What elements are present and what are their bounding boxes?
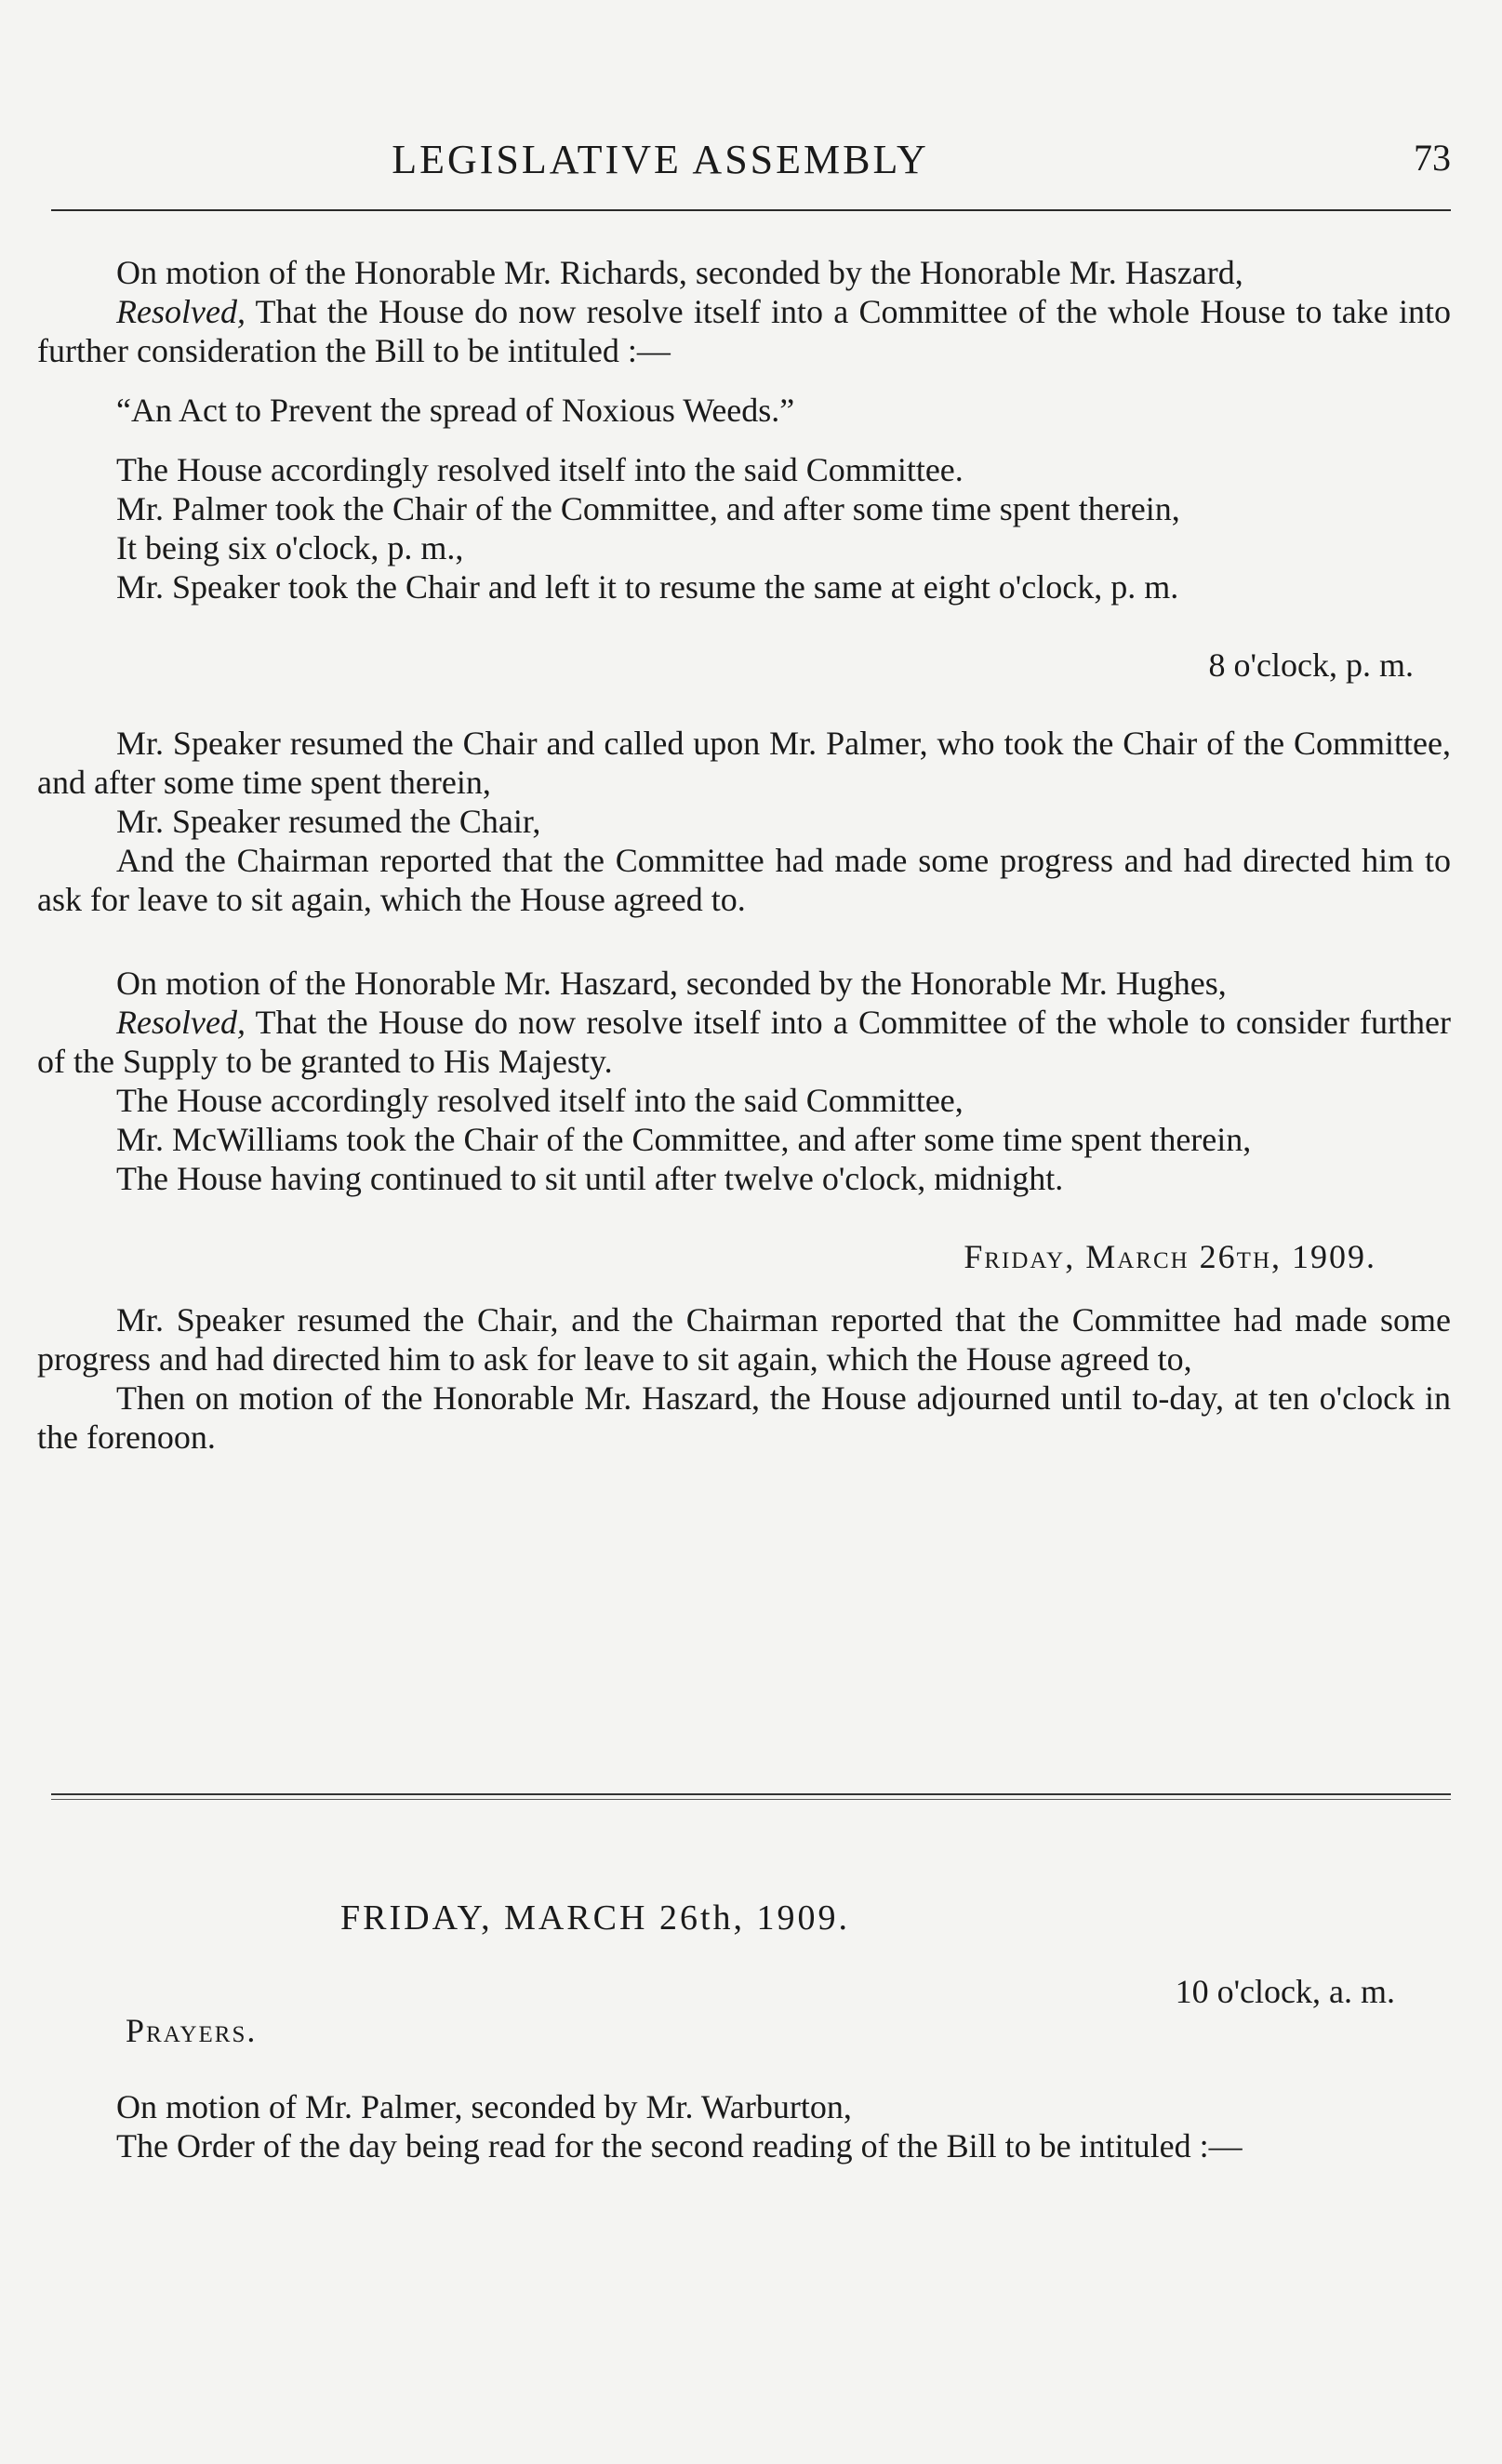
section-date-heading: FRIDAY, MARCH 26th, 1909. (340, 1898, 850, 1938)
resolved-word: Resolved, (116, 293, 246, 330)
section-evening-sitting (37, 253, 1451, 1457)
paragraph: Mr. Speaker took the Chair and left it to resume the same at eight o'clock, p. m. (116, 568, 1179, 606)
paragraph: It being six o'clock, p. m., (116, 529, 464, 566)
page-number: 73 (1414, 137, 1451, 179)
running-title: LEGISLATIVE ASSEMBLY (392, 137, 929, 182)
section-morning-sitting (37, 1972, 1451, 2165)
paragraph: Mr. McWilliams took the Chair of the Committee, and after some time spent therein, (116, 1121, 1252, 1158)
paragraph: Mr. Speaker resumed the Chair and called upon Mr. Palmer, who took the Chair of the Committee, and after some time spent therein, (37, 725, 1451, 801)
resolved-word: Resolved, (116, 1004, 246, 1041)
paragraph: Mr. Speaker resumed the Chair, (116, 803, 541, 840)
paragraph: And the Chairman reported that the Committee had made some progress and had directed him to ask for leave to sit again, which the House agreed to. (37, 842, 1451, 918)
paragraph: Mr. Palmer took the Chair of the Committee, and after some time spent therein, (116, 490, 1180, 527)
motion-richards: On motion of the Honorable Mr. Richards, seconded by the Honorable Mr. Haszard, (116, 254, 1243, 291)
paragraph: Then on motion of the Honorable Mr. Haszard, the House adjourned until to-day, at ten o'clock in the forenoon. (37, 1379, 1451, 1456)
date-inline: Friday, March 26th, 1909. (964, 1238, 1376, 1275)
motion-palmer: On motion of Mr. Palmer, seconded by Mr. Warburton, (116, 2088, 852, 2125)
resolved-committee-weeds (37, 292, 1451, 370)
time-evening: 8 o'clock, p. m. (1208, 646, 1414, 684)
prayers-heading: Prayers. (126, 2012, 258, 2049)
paragraph: The Order of the day being read for the second reading of the Bill to be intituled :— (116, 2127, 1243, 2164)
paragraph: Mr. Speaker resumed the Chair, and the Chairman reported that the Committee had made some progress and had directed him to ask for leave to sit again, which the House agreed to, (37, 1301, 1451, 1378)
resolved-text: That the House do now resolve itself into a Committee of the whole to consider further of the Supply to be granted to His Majesty. (37, 1004, 1451, 1080)
header-rule (51, 209, 1451, 211)
resolved-supply (37, 1003, 1451, 1081)
bill-title: “An Act to Prevent the spread of Noxious Weeds.” (116, 392, 795, 429)
paragraph: The House accordingly resolved itself into the said Committee. (116, 451, 964, 488)
paragraph: The House accordingly resolved itself into the said Committee, (116, 1082, 964, 1119)
section-divider (51, 1793, 1451, 1800)
resolved-text: That the House do now resolve itself into a Committee of the whole House to take into further consideration the Bill to be intituled :— (37, 293, 1451, 369)
motion-haszard: On motion of the Honorable Mr. Haszard, seconded by the Honorable Mr. Hughes, (116, 965, 1227, 1002)
time-morning: 10 o'clock, a. m. (1175, 1973, 1395, 2010)
document-page (37, 0, 1451, 2464)
paragraph: The House having continued to sit until after twelve o'clock, midnight. (116, 1160, 1064, 1197)
page-header (37, 130, 1451, 186)
